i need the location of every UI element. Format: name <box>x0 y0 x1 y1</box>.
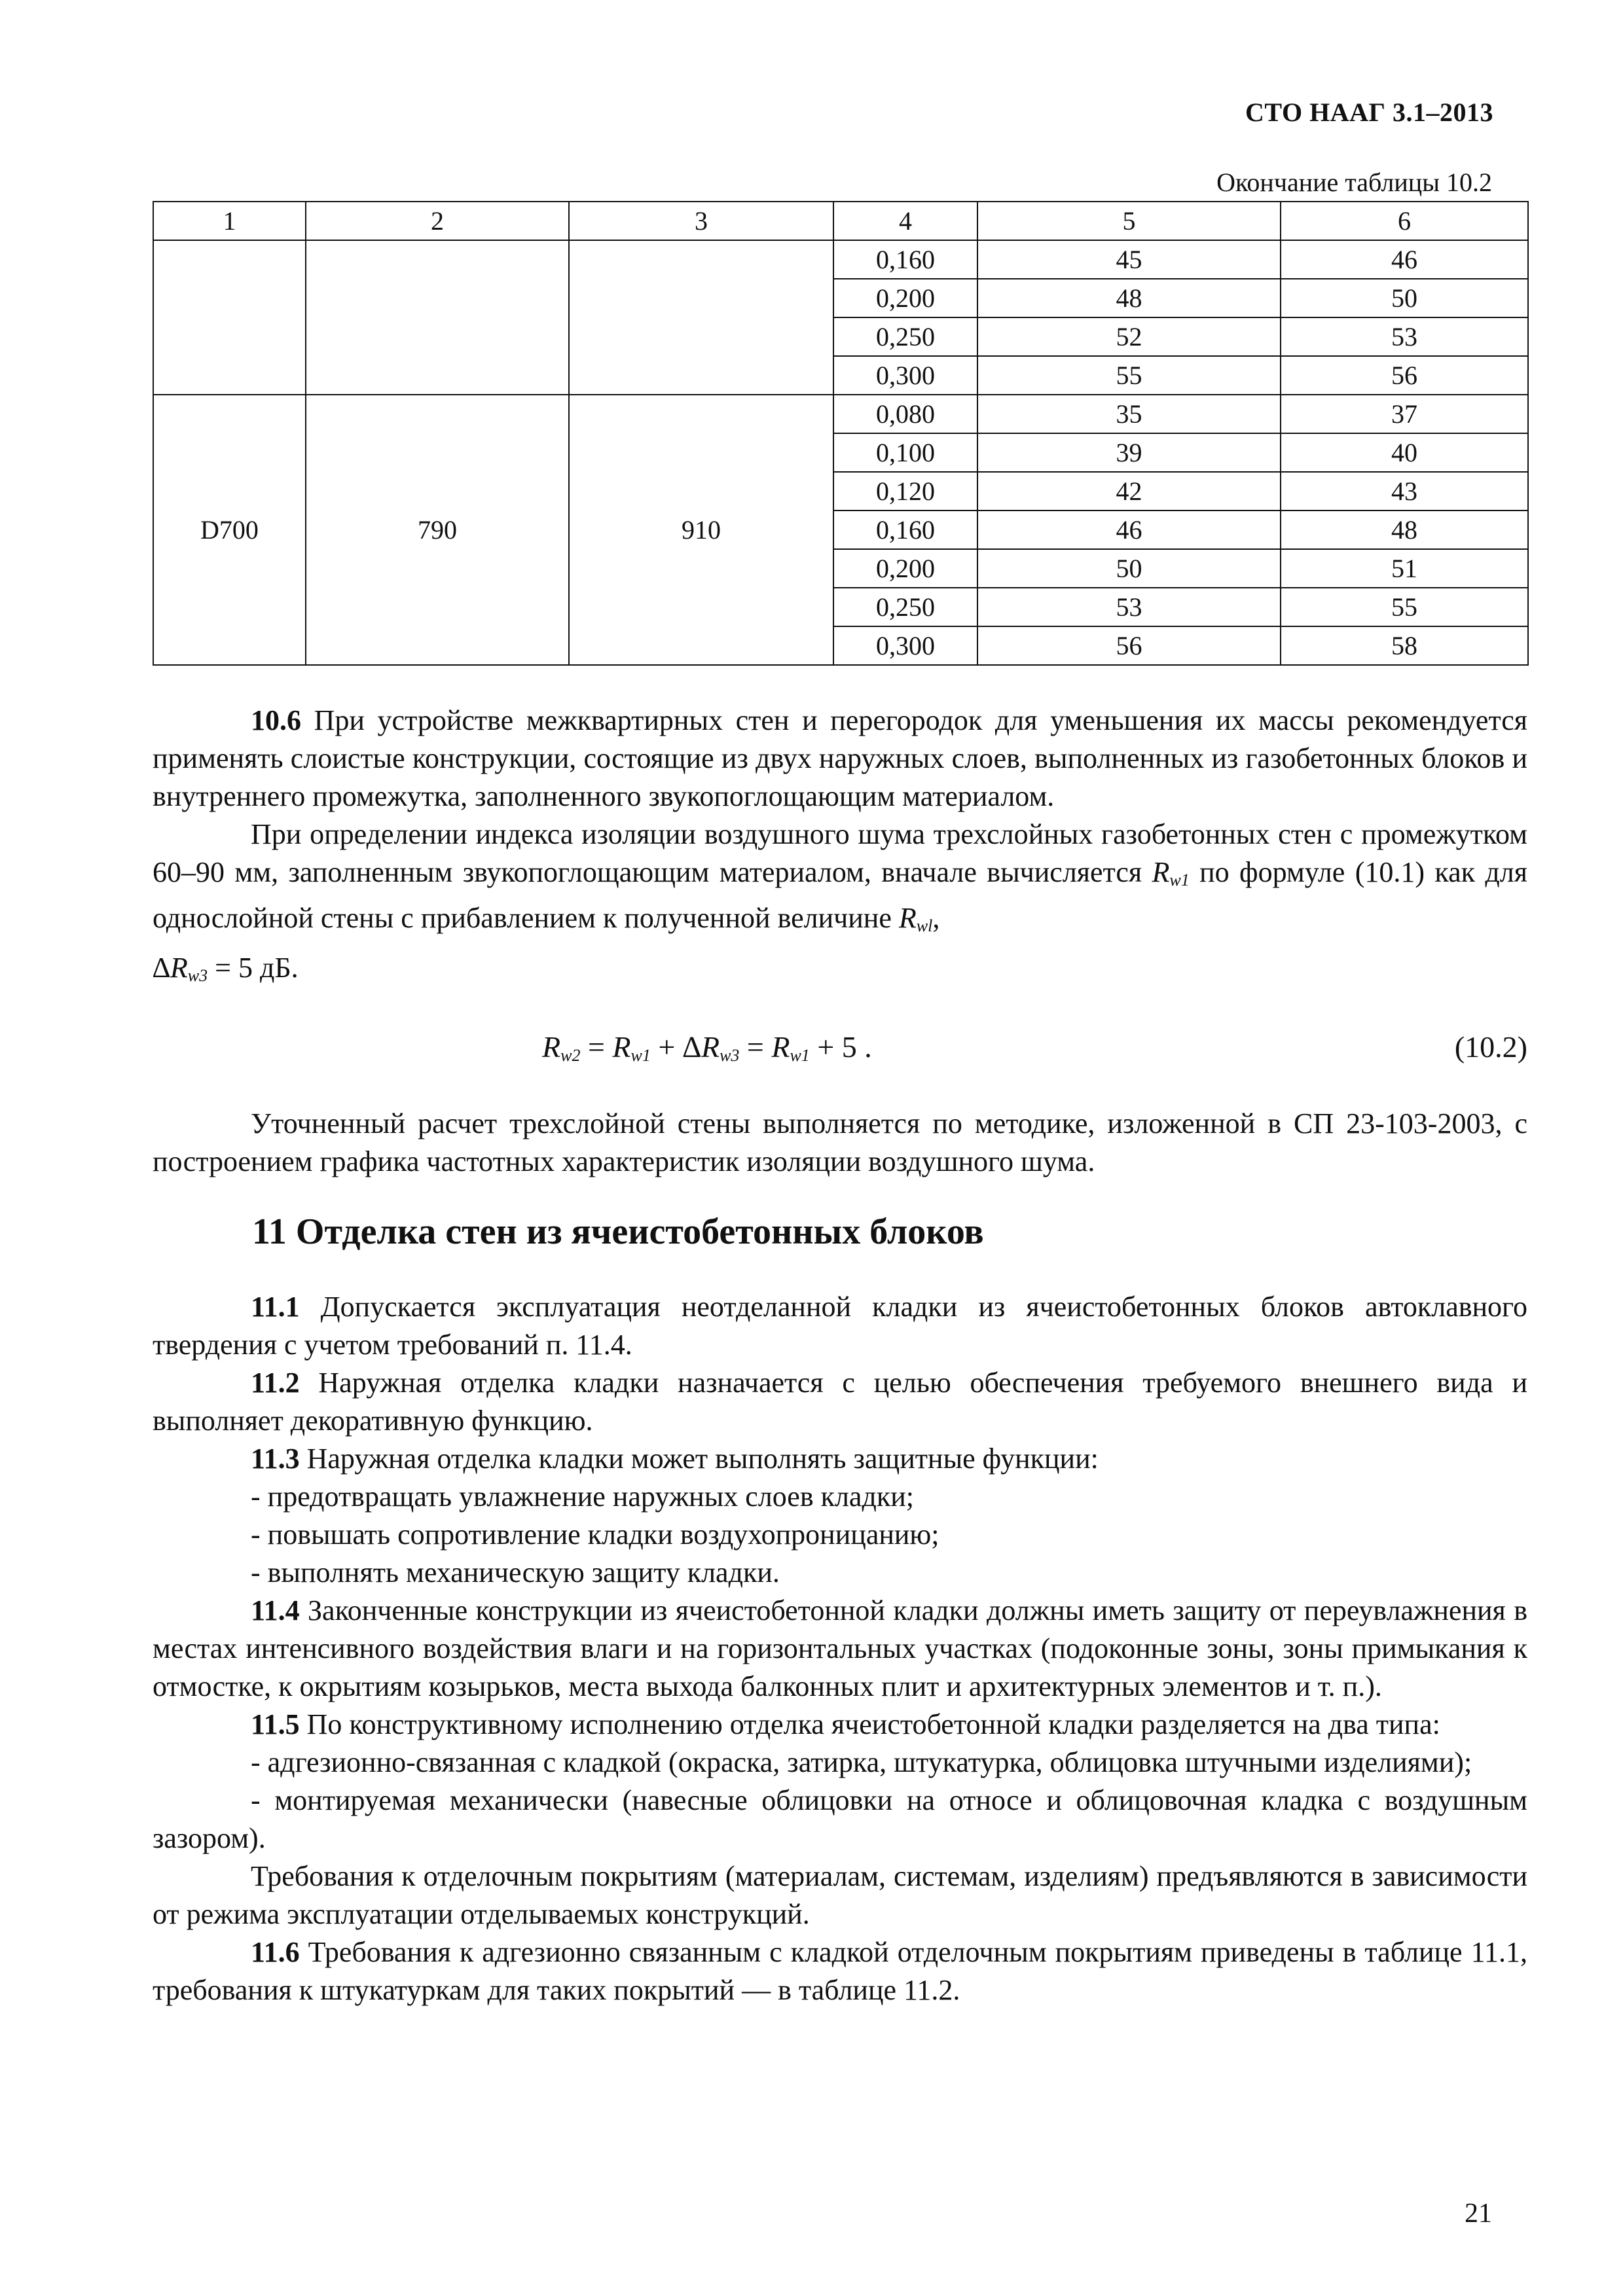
table-cell: 0,200 <box>833 279 977 317</box>
symbol-r: R <box>542 1030 561 1064</box>
subscript: w3 <box>720 1046 740 1065</box>
table-header-cell: 1 <box>153 202 306 240</box>
table-cell: 56 <box>1281 356 1528 395</box>
delta-symbol: ∆R <box>153 952 188 984</box>
section-10-closing <box>153 1105 1527 1181</box>
paragraph-11-1 <box>153 1288 1527 1364</box>
table-cell: 48 <box>977 279 1281 317</box>
document-code: СТО НААГ 3.1–2013 <box>1245 98 1493 127</box>
table-header-cell: 4 <box>833 202 977 240</box>
list-item: - повышать сопротивление кладки воздухопроницанию; <box>251 1518 939 1551</box>
table-cell-empty <box>306 240 569 395</box>
table-cell: 0,200 <box>833 549 977 588</box>
table-cell: 0,160 <box>833 240 977 279</box>
clause-text: При устройстве межквартирных стен и перегородок для уменьшения их массы рекомендуется применять слоистые конструкции, состоящие из двух наружных слоев, выполненных из газобетонных блоков и внутреннего промежутка, заполненного звукопоглощающим материалом. <box>153 704 1527 812</box>
subscript: w1 <box>630 1046 651 1065</box>
delta-value: = 5 дБ. <box>208 952 299 984</box>
table-cell: 55 <box>977 356 1281 395</box>
list-item: - выполнять механическую защиту кладки. <box>251 1556 780 1588</box>
table-cell-density: 790 <box>306 395 569 665</box>
clause-text: Требования к адгезионно связанным с кладкой отделочным покрытиям приведены в таблице 11.1, требования к штукатуркам для таких покрытий — в таблице 11.2. <box>153 1936 1527 2006</box>
table-header-cell: 3 <box>569 202 833 240</box>
table-cell: 0,300 <box>833 626 977 665</box>
clause-number: 11.5 <box>251 1708 300 1740</box>
table-body <box>153 202 1528 665</box>
subscript: w1 <box>790 1046 810 1065</box>
symbol-r: R <box>1152 856 1170 888</box>
data-table <box>153 201 1529 666</box>
equals-sign: = <box>739 1030 772 1064</box>
symbol-r: R <box>612 1030 631 1064</box>
paragraph-11-2 <box>153 1364 1527 1440</box>
list-item: - монтируемая механически (навесные облицовки на относе и облицовочная кладка с воздушным зазором). <box>153 1784 1527 1854</box>
table-header-cell: 2 <box>306 202 569 240</box>
table-cell: 0,250 <box>833 317 977 356</box>
table-cell: 43 <box>1281 472 1528 511</box>
paragraph-11-5 <box>153 1706 1527 1744</box>
page-number: 21 <box>1465 2198 1492 2229</box>
list-item: - предотвращать увлажнение наружных слоев кладки; <box>251 1480 914 1513</box>
subscript: w3 <box>187 966 208 985</box>
symbol-r: R <box>898 902 917 934</box>
plus-delta: + ∆ <box>650 1030 701 1064</box>
subscript: w2 <box>560 1046 581 1065</box>
table-cell: 0,120 <box>833 472 977 511</box>
clause-text: По конструктивному исполнению отделка ячеистобетонной кладки разделяется на два типа: <box>299 1708 1440 1740</box>
clause-number: 11.3 <box>251 1443 300 1475</box>
clause-text: Наружная отделка кладки назначается с целью обеспечения требуемого внешнего вида и выполняет декоративную функцию. <box>153 1367 1527 1437</box>
paragraph-requirements: Требования к отделочным покрытиям (материалам, системам, изделиям) предъявляются в зависимости от режима эксплуатации отделываемых конструкций. <box>153 1860 1527 1930</box>
symbol-r: R <box>701 1030 720 1064</box>
table-cell: 48 <box>1281 511 1528 549</box>
paragraph-11-4 <box>153 1592 1527 1706</box>
list-item: - адгезионно-связанная с кладкой (окраска, затирка, штукатурка, облицовка штучными изделиями); <box>251 1746 1472 1778</box>
table-cell: 37 <box>1281 395 1528 433</box>
table-cell: 39 <box>977 433 1281 472</box>
table-cell: 0,080 <box>833 395 977 433</box>
table-cell: 51 <box>1281 549 1528 588</box>
paragraph-text: по формуле (10.1) как для однослойной стены с прибавлением к полученной величине <box>153 856 1527 934</box>
clause-number: 11.1 <box>251 1291 300 1323</box>
formula-tail: + 5 . <box>809 1030 872 1064</box>
paragraph-rw-calc <box>153 816 1527 945</box>
section-10-text <box>153 702 1527 995</box>
table-cell: 45 <box>977 240 1281 279</box>
clause-text: Законченные конструкции из ячеистобетонной кладки должны иметь защиту от переувлажнения в местах интенсивного воздействия влаги и на горизонтальных участках (подоконные зоны, зоны примыкания к отмостке, к окрытиям козырьков, места выхода балконных плит и архитектурных элементов и т. п.). <box>153 1594 1527 1702</box>
table-cell: 56 <box>977 626 1281 665</box>
paragraph-text: , <box>932 902 940 934</box>
table-cell: 0,300 <box>833 356 977 395</box>
table-cell-empty <box>569 240 833 395</box>
subscript: w1 <box>1169 870 1190 889</box>
paragraph-11-6 <box>153 1933 1527 2009</box>
table-cell: 0,160 <box>833 511 977 549</box>
formula-number: (10.2) <box>1454 1030 1527 1064</box>
equals-sign: = <box>580 1030 613 1064</box>
table-cell-value: 910 <box>569 395 833 665</box>
symbol-r: R <box>771 1030 790 1064</box>
table-row <box>153 395 1528 433</box>
table-cell: 53 <box>977 588 1281 626</box>
table-cell: 0,100 <box>833 433 977 472</box>
table-header-cell: 6 <box>1281 202 1528 240</box>
table-caption: Окончание таблицы 10.2 <box>1216 168 1492 197</box>
clause-text: Наружная отделка кладки может выполнять защитные функции: <box>299 1443 1099 1475</box>
clause-text: Допускается эксплуатация неотделанной кладки из ячеистобетонных блоков автоклавного твердения с учетом требований п. 11.4. <box>153 1291 1527 1361</box>
table-cell-grade: D700 <box>153 395 306 665</box>
table-cell-empty <box>153 240 306 395</box>
table-cell: 58 <box>1281 626 1528 665</box>
delta-line <box>153 949 1527 995</box>
paragraph-text: При определении индекса изоляции воздушного шума трехслойных газобетонных стен с промежутком 60–90 мм, заполненным звукопоглощающим материалом, вначале вычисляется <box>153 818 1527 888</box>
table-cell: 35 <box>977 395 1281 433</box>
table-cell: 52 <box>977 317 1281 356</box>
table-row <box>153 240 1528 279</box>
table-cell: 42 <box>977 472 1281 511</box>
table-cell: 55 <box>1281 588 1528 626</box>
subscript: wl <box>916 916 933 935</box>
section-11-text <box>153 1288 1527 2009</box>
table-cell: 50 <box>977 549 1281 588</box>
section-11-heading: 11 Отделка стен из ячеистобетонных блоков <box>252 1211 984 1252</box>
table-cell: 0,250 <box>833 588 977 626</box>
paragraph-refined-calc: Уточненный расчет трехслойной стены выполняется по методике, изложенной в СП 23-103-2003, с построением графика частотных характеристик изоляции воздушного шума. <box>153 1107 1527 1177</box>
table-header-cell: 5 <box>977 202 1281 240</box>
clause-number: 10.6 <box>251 704 301 736</box>
clause-number: 11.2 <box>251 1367 300 1399</box>
table-cell: 46 <box>1281 240 1528 279</box>
table-cell: 50 <box>1281 279 1528 317</box>
paragraph-11-3 <box>153 1440 1527 1478</box>
formula-10-2 <box>153 1024 1527 1070</box>
clause-number: 11.6 <box>251 1936 300 1968</box>
table-cell: 40 <box>1281 433 1528 472</box>
table-header-row <box>153 202 1528 240</box>
table-cell: 53 <box>1281 317 1528 356</box>
clause-number: 11.4 <box>251 1594 300 1626</box>
formula-expression <box>542 1024 872 1079</box>
table-cell: 46 <box>977 511 1281 549</box>
paragraph-10-6 <box>153 702 1527 816</box>
